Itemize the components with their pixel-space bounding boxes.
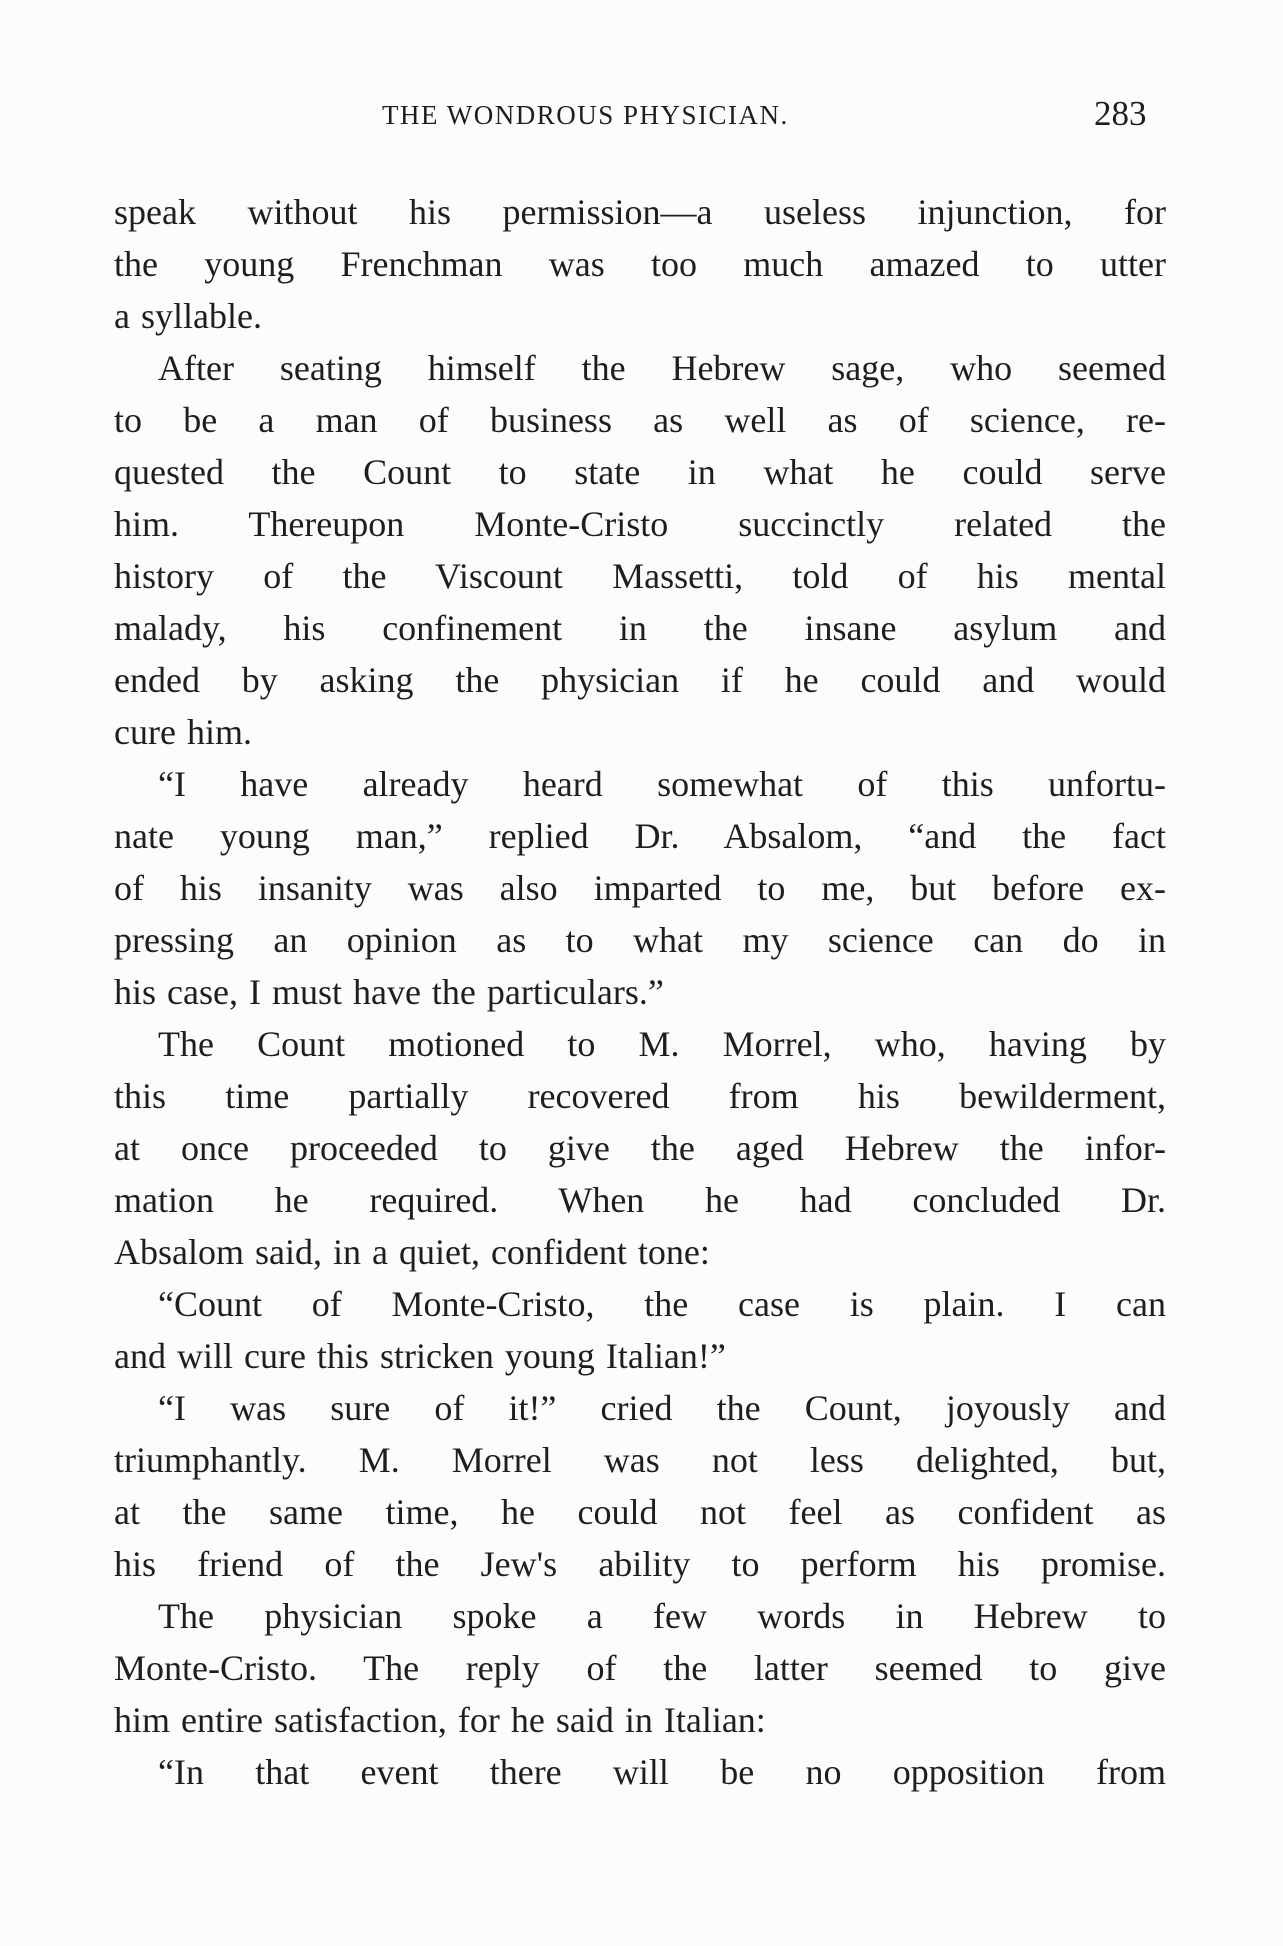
- text-line: the young Frenchman was too much amazed to utter: [114, 244, 1166, 284]
- text-line: to be a man of business as well as of science, re-: [114, 400, 1166, 440]
- text-line: his case, I must have the particulars.”: [114, 972, 664, 1012]
- text-line: After seating himself the Hebrew sage, who seemed: [158, 348, 1166, 388]
- text-line: speak without his permission—a useless injunction, for: [114, 192, 1166, 232]
- body-text: [114, 186, 1166, 1798]
- page-number: 283: [1094, 94, 1147, 133]
- text-line: The physician spoke a few words in Hebrew to: [158, 1596, 1166, 1636]
- text-line: cure him.: [114, 712, 252, 752]
- text-line: Monte-Cristo. The reply of the latter seemed to give: [114, 1648, 1166, 1688]
- text-line: nate young man,” replied Dr. Absalom, “and the fact: [114, 816, 1166, 856]
- text-line: pressing an opinion as to what my science can do in: [114, 920, 1166, 960]
- text-line: at once proceeded to give the aged Hebrew the infor-: [114, 1128, 1166, 1168]
- text-line: a syllable.: [114, 296, 262, 336]
- text-line: “I have already heard somewhat of this unfortu-: [158, 764, 1166, 804]
- text-line: and will cure this stricken young Italian!”: [114, 1336, 726, 1376]
- running-title: THE WONDROUS PHYSICIAN.: [382, 100, 789, 130]
- text-line: triumphantly. M. Morrel was not less delighted, but,: [114, 1440, 1166, 1480]
- text-line: “Count of Monte-Cristo, the case is plain. I can: [158, 1284, 1166, 1324]
- text-line: of his insanity was also imparted to me, but before ex-: [114, 868, 1166, 908]
- text-line: quested the Count to state in what he could serve: [114, 452, 1166, 492]
- text-line: history of the Viscount Massetti, told of his mental: [114, 556, 1166, 596]
- text-line: him entire satisfaction, for he said in Italian:: [114, 1700, 766, 1740]
- text-line: Absalom said, in a quiet, confident tone:: [114, 1232, 710, 1272]
- text-line: “I was sure of it!” cried the Count, joyously and: [158, 1388, 1166, 1428]
- text-line: this time partially recovered from his bewilderment,: [114, 1076, 1166, 1116]
- text-line: him. Thereupon Monte-Cristo succinctly related the: [114, 504, 1166, 544]
- text-line: ended by asking the physician if he could and would: [114, 660, 1166, 700]
- text-line: mation he required. When he had concluded Dr.: [114, 1180, 1166, 1220]
- text-line: malady, his confinement in the insane asylum and: [114, 608, 1166, 648]
- text-line: “In that event there will be no opposition from: [158, 1752, 1166, 1792]
- text-line: The Count motioned to M. Morrel, who, having by: [158, 1024, 1166, 1064]
- text-line: his friend of the Jew's ability to perform his promise.: [114, 1544, 1166, 1584]
- text-line: at the same time, he could not feel as confident as: [114, 1492, 1166, 1532]
